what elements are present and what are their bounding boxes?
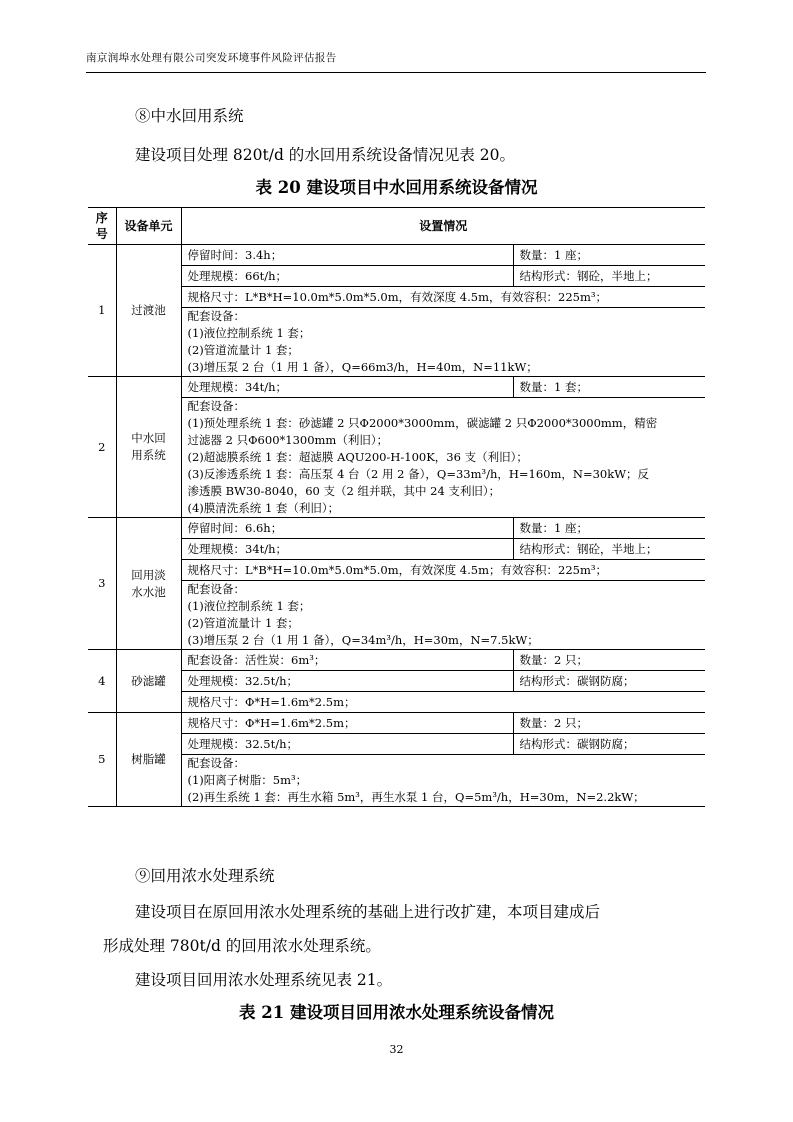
cell-multiline bbox=[181, 581, 705, 650]
table21-caption: 表 21 建设项目回用浓水处理系统设备情况 bbox=[239, 1003, 554, 1022]
table20-caption: 表 20 建设项目中水回用系统设备情况 bbox=[255, 178, 538, 197]
cell: 数量：1 套； bbox=[513, 377, 705, 398]
line: 配套设备： bbox=[187, 756, 245, 770]
row-index: 1 bbox=[88, 245, 116, 377]
cell: 数量：2 只； bbox=[513, 713, 705, 734]
line: (1)液位控制系统 1 套； bbox=[187, 599, 311, 613]
row-index: 3 bbox=[88, 518, 116, 650]
table-row bbox=[88, 713, 705, 734]
line: (1)阳离子树脂：5m³； bbox=[187, 773, 308, 787]
row-unit-name: 过渡池 bbox=[116, 245, 181, 377]
page-number: 32 bbox=[389, 1043, 404, 1056]
table-row bbox=[88, 692, 705, 713]
cell: 规格尺寸：Φ*H=1.6m*2.5m； bbox=[181, 713, 513, 734]
table-row bbox=[88, 539, 705, 560]
section8-intro: 建设项目处理 820t/d 的水回用系统设备情况见表 20。 bbox=[135, 146, 515, 164]
line: 配套设备： bbox=[187, 399, 245, 413]
table-row bbox=[88, 245, 705, 266]
line: (4)膜清洗系统 1 套（利旧）； bbox=[187, 501, 340, 515]
table-row bbox=[88, 398, 705, 518]
cell-multiline bbox=[181, 308, 705, 377]
header-name: 设备单元 bbox=[116, 208, 181, 245]
row-unit-name bbox=[116, 518, 181, 650]
cell-multiline bbox=[181, 398, 705, 518]
cell: 数量：2 只； bbox=[513, 650, 705, 671]
row-unit-name bbox=[116, 377, 181, 518]
line: (3)增压泵 2 台（1 用 1 备），Q=66m3/h，H=40m，N=11kW； bbox=[187, 360, 538, 374]
cell: 处理规模：32.5t/h； bbox=[181, 734, 513, 755]
header-rule bbox=[86, 72, 706, 73]
line: 渗透膜 BW30-8040，60 支（2 组并联，其中 24 支利旧）； bbox=[187, 484, 501, 498]
row-unit-name: 砂滤罐 bbox=[116, 650, 181, 713]
line: 配套设备： bbox=[187, 582, 245, 596]
cell: 数量：1 座； bbox=[513, 245, 705, 266]
cell: 停留时间：3.4h； bbox=[181, 245, 513, 266]
table-row bbox=[88, 581, 705, 650]
cell: 数量：1 座； bbox=[513, 518, 705, 539]
header-detail: 设置情况 bbox=[181, 208, 705, 245]
section9-heading: ⑨回用浓水处理系统 bbox=[135, 867, 275, 885]
section9-para1-line1: 建设项目在原回用浓水处理系统的基础上进行改扩建，本项目建成后 bbox=[135, 903, 601, 921]
unit-name-line2: 水水池 bbox=[131, 584, 166, 599]
table-row bbox=[88, 518, 705, 539]
cell: 规格尺寸：L*B*H=10.0m*5.0m*5.0m，有效深度 4.5m；有效容积：225m³； bbox=[181, 560, 705, 581]
table20 bbox=[88, 207, 705, 807]
row-unit-name: 树脂罐 bbox=[116, 713, 181, 807]
row-index: 5 bbox=[88, 713, 116, 807]
table-row bbox=[88, 560, 705, 581]
cell: 处理规模：66t/h； bbox=[181, 266, 513, 287]
cell: 结构形式：钢砼，半地上； bbox=[513, 266, 705, 287]
line: (2)管道流量计 1 套； bbox=[187, 343, 299, 357]
table-row bbox=[88, 287, 705, 308]
section9-para1-line2: 形成处理 780t/d 的回用浓水处理系统。 bbox=[103, 937, 381, 955]
table-row bbox=[88, 377, 705, 398]
section8-heading: ⑧中水回用系统 bbox=[135, 107, 244, 125]
table-row bbox=[88, 308, 705, 377]
cell: 结构形式：碳钢防腐； bbox=[513, 671, 705, 692]
running-header: 南京润埠水处理有限公司突发环境事件风险评估报告 bbox=[86, 52, 337, 64]
line: (2)再生系统 1 套：再生水箱 5m³，再生水泵 1 台，Q=5m³/h，H=30m，N=2.2kW； bbox=[187, 790, 645, 804]
cell: 处理规模：34t/h； bbox=[181, 377, 513, 398]
header-index: 序号 bbox=[88, 208, 116, 245]
unit-name-line2: 用系统 bbox=[131, 448, 166, 462]
line: 配套设备： bbox=[187, 309, 245, 323]
line: (2)管道流量计 1 套； bbox=[187, 616, 299, 630]
cell: 结构形式：钢砼，半地上； bbox=[513, 539, 705, 560]
line: 过滤器 2 只Φ600*1300mm（利旧）； bbox=[187, 433, 389, 447]
cell-multiline bbox=[181, 755, 705, 807]
table-row bbox=[88, 671, 705, 692]
unit-name-line1: 回用淡 bbox=[131, 567, 166, 582]
cell: 处理规模：32.5t/h； bbox=[181, 671, 513, 692]
cell: 配套设备：活性炭：6m³； bbox=[181, 650, 513, 671]
line: (3)反渗透系统 1 套：高压泵 4 台（2 用 2 备），Q=33m³/h，H=160m，N=30kW；反 bbox=[187, 467, 650, 481]
table-row bbox=[88, 650, 705, 671]
line: (1)液位控制系统 1 套； bbox=[187, 326, 311, 340]
row-index: 2 bbox=[88, 377, 116, 518]
line: (2)超滤膜系统 1 套：超滤膜 AQU200-H-100K，36 支（利旧）； bbox=[187, 450, 528, 464]
cell: 规格尺寸：L*B*H=10.0m*5.0m*5.0m，有效深度 4.5m，有效容积：225m³； bbox=[181, 287, 705, 308]
line: (1)预处理系统 1 套：砂滤罐 2 只Φ2000*3000mm，碳滤罐 2 只Φ2000*3000mm，精密 bbox=[187, 416, 658, 430]
table-row bbox=[88, 755, 705, 807]
cell: 规格尺寸：Φ*H=1.6m*2.5m； bbox=[181, 692, 705, 713]
line: (3)增压泵 2 台（1 用 1 备），Q=34m³/h，H=30m，N=7.5kW； bbox=[187, 633, 539, 647]
table-row bbox=[88, 734, 705, 755]
section9-para2: 建设项目回用浓水处理系统见表 21。 bbox=[135, 971, 393, 989]
unit-name-line1: 中水回 bbox=[131, 431, 166, 445]
cell: 停留时间：6.6h； bbox=[181, 518, 513, 539]
cell: 结构形式：碳钢防腐； bbox=[513, 734, 705, 755]
row-index: 4 bbox=[88, 650, 116, 713]
table20-header-row bbox=[88, 208, 705, 245]
cell: 处理规模：34t/h； bbox=[181, 539, 513, 560]
table-row bbox=[88, 266, 705, 287]
